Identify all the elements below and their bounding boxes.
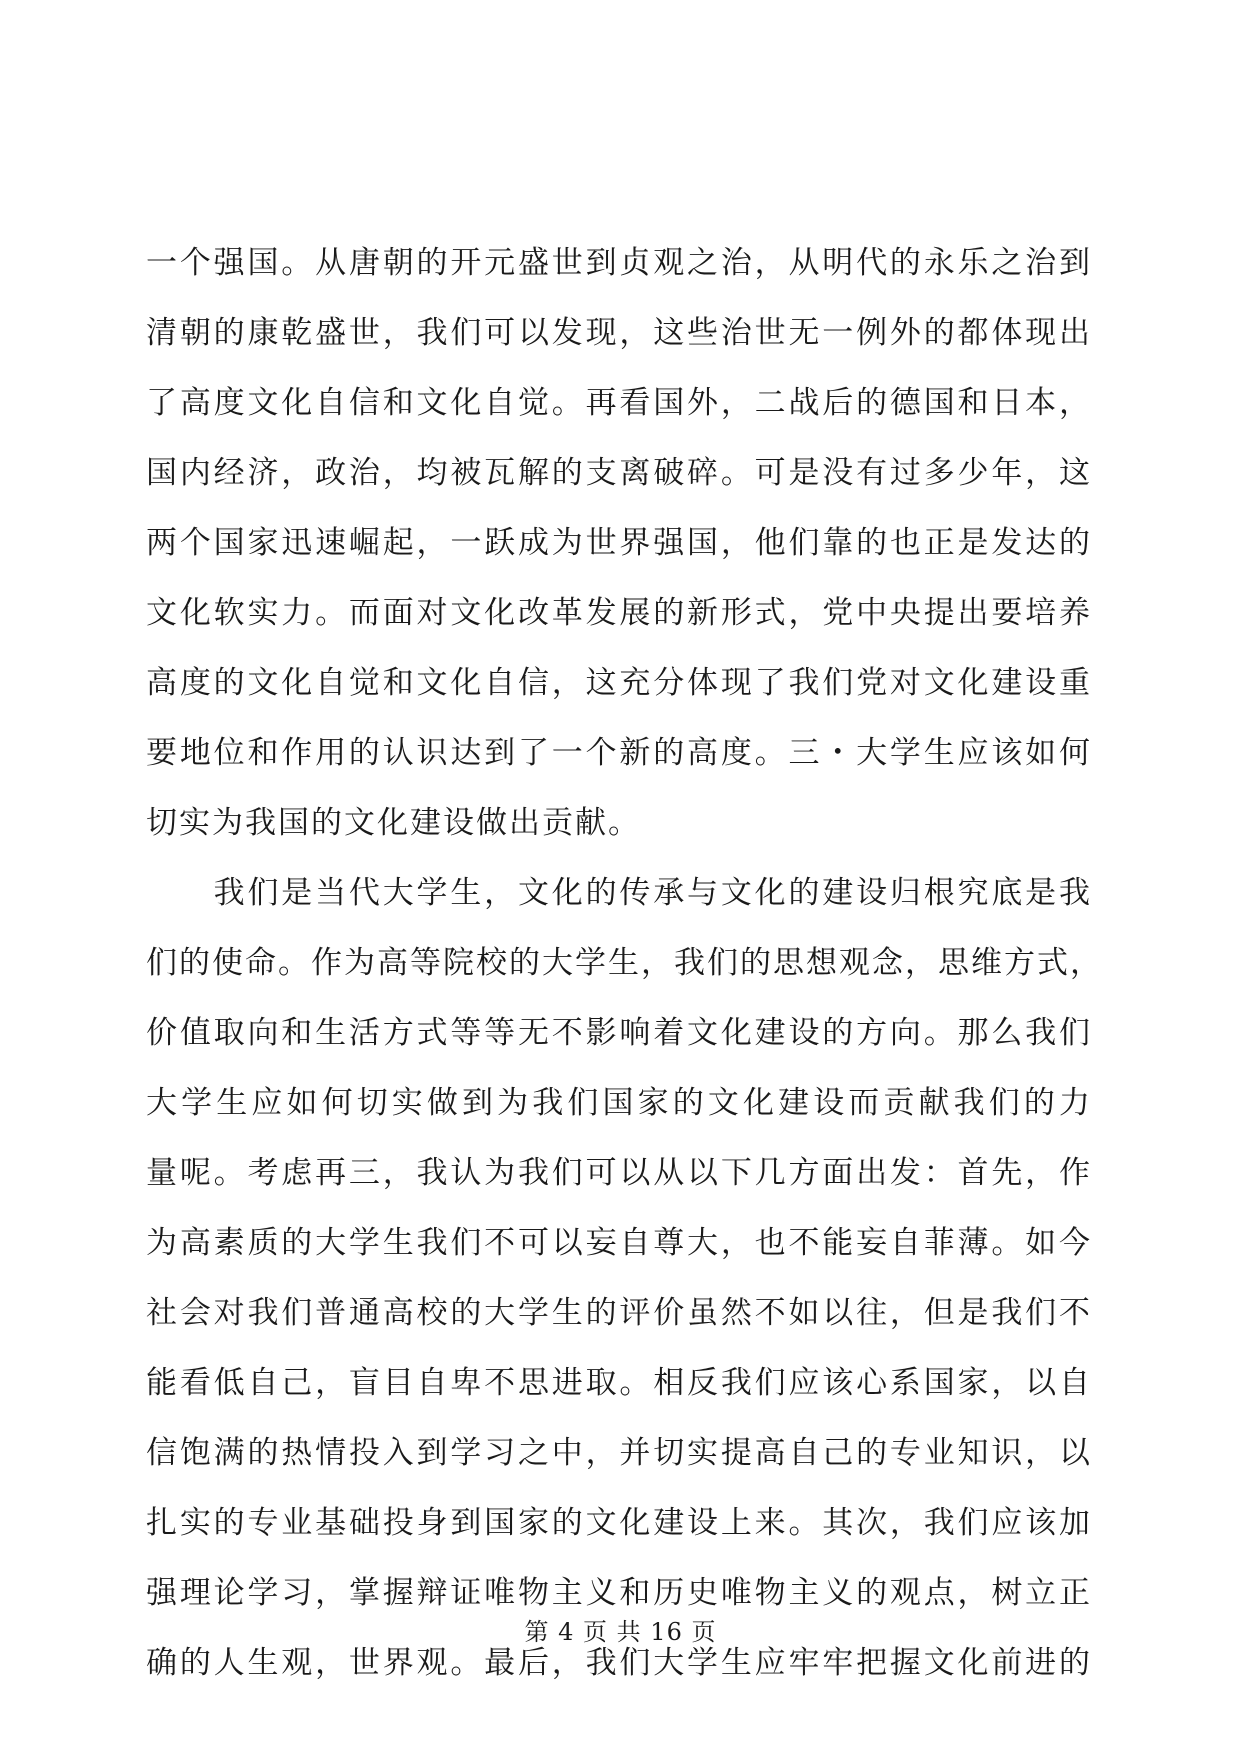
text-line: 我们是当代大学生，文化的传承与文化的建设归根究底是我	[146, 875, 1092, 911]
text-line: 量呢。考虑再三，我认为我们可以从以下几方面出发：首先，作	[146, 1155, 1092, 1191]
text-line: 了高度文化自信和文化自觉。再看国外，二战后的德国和日本，	[146, 385, 1092, 421]
text-line: 一个强国。从唐朝的开元盛世到贞观之治，从明代的永乐之治到	[146, 245, 1092, 281]
text-line: 社会对我们普通高校的大学生的评价虽然不如以往，但是我们不	[146, 1295, 1092, 1331]
text-line: 能看低自己，盲目自卑不思进取。相反我们应该心系国家，以自	[146, 1365, 1092, 1401]
text-line: 价值取向和生活方式等等无不影响着文化建设的方向。那么我们	[146, 1015, 1092, 1051]
page-number-footer: 第 4 页 共 16 页	[524, 1618, 717, 1646]
text-line: 切实为我国的文化建设做出贡献。	[146, 805, 641, 841]
text-line: 国内经济，政治，均被瓦解的支离破碎。可是没有过多少年，这	[146, 455, 1092, 491]
text-line: 大学生应如何切实做到为我们国家的文化建设而贡献我们的力	[146, 1085, 1092, 1121]
text-line: 清朝的康乾盛世，我们可以发现，这些治世无一例外的都体现出	[146, 315, 1092, 351]
text-line: 高度的文化自觉和文化自信，这充分体现了我们党对文化建设重	[146, 665, 1092, 701]
text-line: 扎实的专业基础投身到国家的文化建设上来。其次，我们应该加	[146, 1505, 1092, 1541]
text-line: 为高素质的大学生我们不可以妄自尊大，也不能妄自菲薄。如今	[146, 1225, 1092, 1261]
text-line: 两个国家迅速崛起，一跃成为世界强国，他们靠的也正是发达的	[146, 525, 1092, 561]
text-line: 确的人生观，世界观。最后，我们大学生应牢牢把握文化前进的	[146, 1645, 1092, 1681]
document-body	[146, 228, 1103, 1698]
text-line: 们的使命。作为高等院校的大学生，我们的思想观念，思维方式，	[146, 945, 1103, 981]
text-line: 信饱满的热情投入到学习之中，并切实提高自己的专业知识，以	[146, 1435, 1092, 1471]
text-line: 文化软实力。而面对文化改革发展的新形式，党中央提出要培养	[146, 595, 1092, 631]
text-line: 强理论学习，掌握辩证唯物主义和历史唯物主义的观点，树立正	[146, 1575, 1092, 1611]
text-line: 要地位和作用的认识达到了一个新的高度。三・大学生应该如何	[146, 735, 1092, 771]
